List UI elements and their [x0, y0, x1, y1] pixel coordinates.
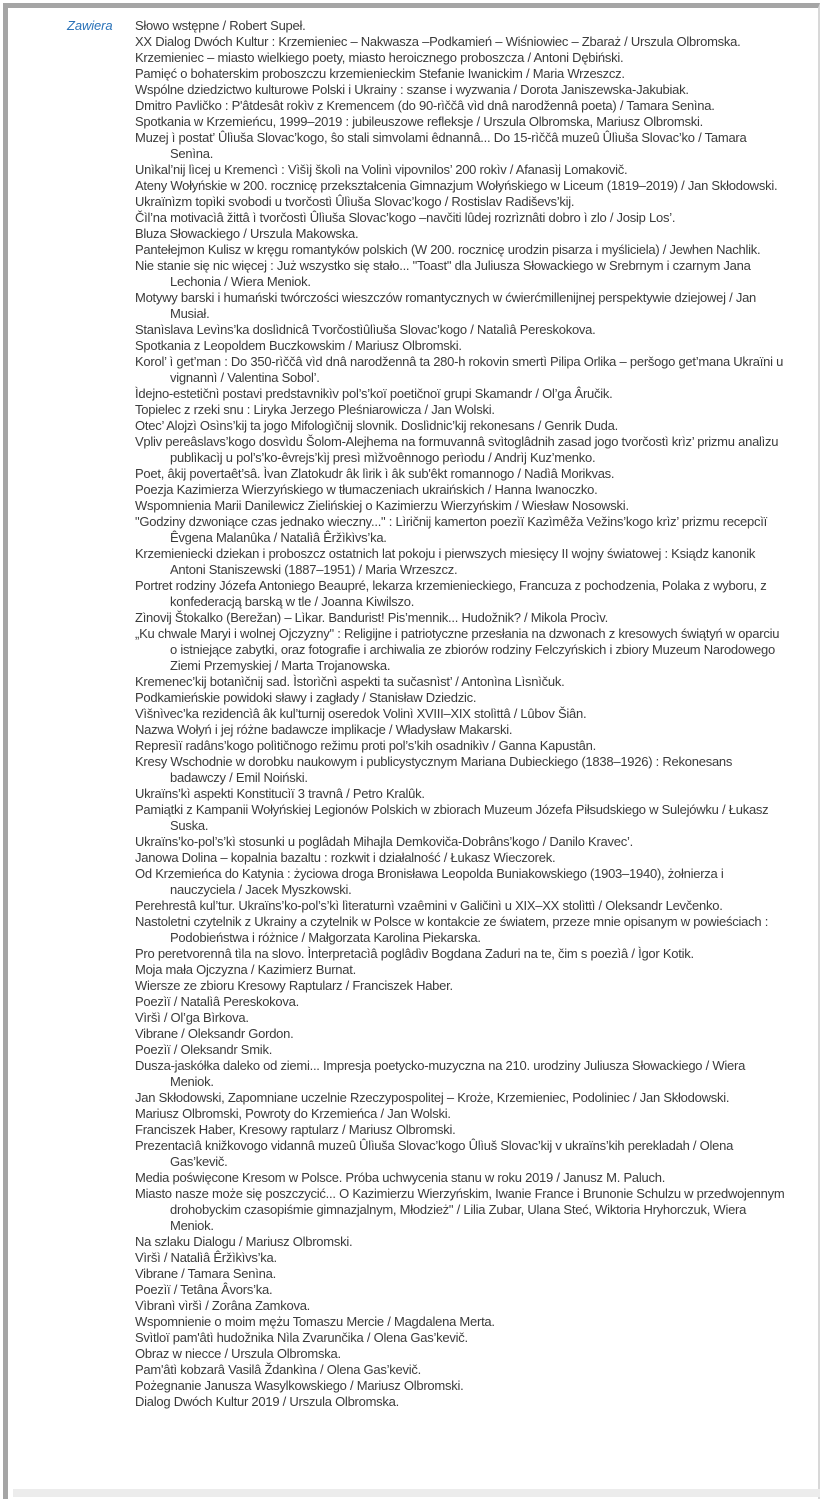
contents-entry: Prezentacìâ knižkovogo vidannâ muzeû Ûlìuša Slovac’kogo Ûlìuš Slovac’kij v ukraïns’kih perekladah / Olena Gas’kevič.: [135, 1138, 734, 1169]
contents-entry: Miasto nasze może się poszczycić... O Kazimierzu Wierzyńskim, Iwanie France i Brunonie Schulzu w przedwojennym drohobyckim czasopiśmie gimnazjalnym, Młodzież" / Lilia Zubar, Ulana Steć, Wiktoria Hryhorczuk, Wiera Meniok.: [135, 1186, 785, 1233]
contents-entry: Poezìï / Tetâna Âvors’ka.: [135, 1282, 273, 1297]
contents-entry: Poezìï / Oleksandr Smik.: [135, 1042, 273, 1057]
contents-entry: Krzemieniec – miasto wielkiego poety, miasto heroicznego proboszcza / Antoni Dębiński.: [135, 50, 624, 65]
bottom-divider: [13, 1489, 820, 1497]
contents-entry: Pożegnanie Janusza Wasylkowskiego / Mariusz Olbromski.: [135, 1378, 464, 1393]
contents-entry: Wspólne dziedzictwo kulturowe Polski i Ukrainy : szanse i wyzwania / Dorota Janiszewska-Jakubiak.: [135, 82, 689, 97]
contents-entry: Vìšnìvec’ka rezidencìâ âk kul’turnij oseredok Volinì XVIII–XIX stolìttâ / Lûbov Šiân.: [135, 706, 587, 721]
contents-entry: Spotkania w Krzemieńcu, 1999–2019 : jubileuszowe refleksje / Urszula Olbromska, Mariusz Olbromski.: [135, 114, 703, 129]
contents-entry: Vìršì / Natalìâ Êržìkìvs’ka.: [135, 1250, 277, 1265]
contents-entry: Čìl’na motivacìâ žittâ ì tvorčostì Ûlìuša Slovac’kogo –navčiti lûdej rozrìznâti dobro ì zlo / Josip Los’.: [135, 210, 676, 225]
contents-entry: Perehrestâ kul’tur. Ukraïns’ko-pol’s’kì lìteraturnì vzaêmini v Galičinì u XIX–XX stolìttì / Oleksandr Levčenko.: [135, 898, 723, 913]
contents-entry: Spotkania z Leopoldem Buczkowskim / Mariusz Olbromski.: [135, 338, 462, 353]
contents-entry: Kremenec’kij botanìčnij sad. Ìstorìčnì aspekti ta sučasnìst’ / Antonìna Lìsnìčuk.: [135, 674, 565, 689]
contents-entry: Dialog Dwóch Kultur 2019 / Urszula Olbromska.: [135, 1394, 400, 1409]
contents-entry: Dusza-jaskółka daleko od ziemi... Impresja poetycko-muzyczna na 210. urodziny Juliusza Słowackiego / Wiera Meniok.: [135, 1058, 746, 1089]
contents-entry: Vìršì / Ol’ga Bìrkova.: [135, 1010, 249, 1025]
contents-entry: Poezìï / Natalìâ Pereskokova.: [135, 994, 300, 1009]
contents-entry: Nastoletni czytelnik z Ukrainy a czytelnik w Polsce w kontakcie ze światem, przeze mnie opisanym w powieściach : Podobieństwa i różnice / Małgorzata Karolina Piekarska.: [135, 914, 769, 945]
contents-entry: Pamiątki z Kampanii Wołyńskiej Legionów Polskich w zbiorach Muzeum Józefa Piłsudskiego w Sulejówku / Łukasz Suska.: [135, 802, 769, 833]
contents-entry: Franciszek Haber, Kresowy raptularz / Mariusz Olbromski.: [135, 1122, 456, 1137]
contents-entry: Słowo wstępne / Robert Supeł.: [135, 18, 306, 33]
contents-entry: Ìdejno-estetičnì postavi predstavnikìv pol’s’koï poetičnoï grupi Skamandr / Ol’ga Âručik.: [135, 386, 613, 401]
contents-entry: Vpliv pereâslavs’kogo dosvìdu Šolom-Alejhema na formuvannâ svìtoglâdnih zasad jogo tvorčostì krìz’ prizmu analìzu publìkacìj u pol’s’ko-êvrejs’kìj presì mìžvoênnogo perìodu / Andrìj Kuz’menko.: [135, 434, 779, 465]
contents-entry: Pro peretvorennâ tìla na slovo. Ìnterpretacìâ poglâdìv Bogdana Zaduri na te, čim s poezìâ / Ìgor Kotik.: [135, 946, 694, 961]
contents-entry: Vibrane / Oleksandr Gordon.: [135, 1026, 294, 1041]
contents-entry: Wiersze ze zbioru Kresowy Raptularz / Franciszek Haber.: [135, 978, 453, 993]
contents-entry: XX Dialog Dwóch Kultur : Krzemieniec – Nakwasza –Podkamień – Wiśniowiec – Zbaraż / Urszula Olbromska.: [135, 34, 741, 49]
contents-entry: Na szlaku Dialogu / Mariusz Olbromski.: [135, 1234, 353, 1249]
contents-entry: Poezja Kazimierza Wierzyńskiego w tłumaczeniach ukraińskich / Hanna Iwanoczko.: [135, 482, 598, 497]
contents-entry: Nazwa Wołyń i jej różne badawcze implikacje / Władysław Makarski.: [135, 722, 513, 737]
record-frame: [3, 3, 820, 1499]
contents-entry: Motywy barski i humański twórczości wieszczów romantycznych w ćwierćmillenijnej perspektywie dziejowej / Jan Musiał.: [135, 290, 757, 321]
contents-entry: Vibrane / Tamara Senìna.: [135, 1266, 276, 1281]
contents-list: [135, 18, 787, 1410]
contents-entry: Ateny Wołyńskie w 200. rocznicę przekształcenia Gimnazjum Wołyńskiego w Liceum (1819–2019) / Jan Skłodowski.: [135, 178, 778, 193]
contents-entry: Svìtloï pam'âtì hudožnika Nìla Zvarunčika / Olena Gas’kevič.: [135, 1330, 468, 1345]
contents-entry: Zìnovij Štokalko (Berežan) – Lìkar. Bandurist! Pis’mennik... Hudožnik? / Mikola Procìv.: [135, 610, 608, 625]
contents-entry: Dmitro Pavličko : P'âtdesât rokìv z Kremencem (do 90-rìččâ vìd dnâ narodžennâ poeta) / Tamara Senìna.: [135, 98, 715, 113]
contents-entry: Bluza Słowackiego / Urszula Makowska.: [135, 226, 359, 241]
contents-entry: Vìbranì vìršì / Zorâna Zamkova.: [135, 1298, 311, 1313]
contents-entry: Mariusz Olbromski, Powroty do Krzemieńca / Jan Wolski.: [135, 1106, 451, 1121]
contents-entry: Pam'âtì kobzarâ Vasilâ Ždankìna / Olena Gas’kevič.: [135, 1362, 421, 1377]
contents-field-row: [8, 8, 818, 1410]
contents-entry: "Godziny dzwoniące czas jednako wieczny..." : Lìričnij kamerton poezìï Kazìmêža Vežins’kogo krìz’ prizmu recepcìï Êvgena Malanûka / Natalìâ Êržìkìvs’ka.: [135, 514, 767, 545]
contents-entry: Podkamieńskie powidoki sławy i zagłady / Stanisław Dziedzic.: [135, 690, 477, 705]
contents-entry: Od Krzemieńca do Katynia : życiowa droga Bronisława Leopolda Buniakowskiego (1903–1940), żołnierza i nauczyciela / Jacek Myszkowski.: [135, 866, 724, 897]
contents-entry: Jan Skłodowski, Zapomniane uczelnie Rzeczypospolitej – Kroże, Krzemieniec, Podoliniec / Jan Skłodowski.: [135, 1090, 730, 1105]
contents-entry: Ukraïnìzm topìki svobodi u tvorčostì Ûlìuša Slovac’kogo / Rostislav Radiševs’kij.: [135, 194, 575, 209]
contents-entry: Ukraïns’ko-pol’s’kì stosunki u poglâdah Mihajla Demkoviča-Dobrâns’kogo / Danilo Kravec’.: [135, 834, 633, 849]
contents-entry: Poet, âkij povertaêt’sâ. Ìvan Zlatokudr âk lìrik ì âk sub'êkt romannogo / Nadìâ Morikvas.: [135, 466, 615, 481]
contents-entry: Moja mała Ojczyzna / Kazimierz Burnat.: [135, 962, 356, 977]
contents-entry: Kresy Wschodnie w dorobku naukowym i publicystycznym Mariana Dubieckiego (1838–1926) : Rekonesans badawczy / Emil Noiński.: [135, 754, 733, 785]
contents-entry: Wspomnienie o moim mężu Tomaszu Mercie / Magdalena Merta.: [135, 1314, 495, 1329]
contents-entry: Korol’ ì get’man : Do 350-rìččâ vìd dnâ narodžennâ ta 280-h rokovin smertì Pilipa Orlika – peršogo get’mana Ukraïni u vignannì / Valentina Sobol’.: [135, 354, 784, 385]
contents-entry: Portret rodziny Józefa Antoniego Beaupré, lekarza krzemienieckiego, Francuza z pochodzenia, Polaka z wyboru, z konfederacją barską w tle / Joanna Kiwilszo.: [135, 578, 767, 609]
contents-entry: Krzemieniecki dziekan i proboszcz ostatnich lat pokoju i pierwszych miesięcy II wojny światowej : Ksiądz kanonik Antoni Staniszewski (1887–1951) / Maria Wrzeszcz.: [135, 546, 756, 577]
contents-entry: Wspomnienia Marii Danilewicz Zielińskiej o Kazimierzu Wierzyńskim / Wiesław Nosowski.: [135, 498, 629, 513]
contents-entry: Ukraïns’kì aspekti Konstitucìï 3 travnâ / Petro Kralûk.: [135, 786, 425, 801]
field-label-zawiera: Zawiera: [67, 18, 113, 33]
contents-entry: Unìkal’nij lìcej u Kremencì : Vìšìj školì na Volinì vipovnilos’ 200 rokìv / Afanasìj Lomakovič.: [135, 162, 628, 177]
contents-entry: Nie stanie się nic więcej : Już wszystko się stało... "Toast" dla Juliusza Słowackiego w Srebrnym i czarnym Jana Lechonia / Wiera Meniok.: [135, 258, 751, 289]
contents-entry: Represìï radâns’kogo polìtičnogo režimu proti pol’s’kih osadnikìv / Ganna Kapustân.: [135, 738, 597, 753]
contents-entry: Stanìslava Levìns’ka doslìdnicâ Tvorčostìûlìuša Slovac’kogo / Natalìâ Pereskokova.: [135, 322, 596, 337]
contents-entry: Pamięć o bohaterskim proboszczu krzemienieckim Stefanie Iwanickim / Maria Wrzeszcz.: [135, 66, 625, 81]
contents-entry: „Ku chwale Maryi i wolnej Ojczyzny" : Religijne i patriotyczne przesłania na dzwonach z kresowych świątyń w oparciu o istniejące zabytki, oraz fotografie i archiwalia ze zbiorów rodziny Felczyńskich i zbiory Muzeum Narodowego Ziemi Przemyskiej / Marta Trojanowska.: [135, 626, 780, 673]
contents-entry: Otec’ Alojzì Osìns’kij ta jogo Mifologìčnij slovnik. Doslìdnic’kij rekonesans / Genrik Duda.: [135, 418, 619, 433]
contents-entry: Topielec z rzeki snu : Liryka Jerzego Pleśniarowicza / Jan Wolski.: [135, 402, 495, 417]
contents-entry: Janowa Dolina – kopalnia bazaltu : rozkwit i działalność / Łukasz Wieczorek.: [135, 850, 556, 865]
contents-entry: Obraz w niecce / Urszula Olbromska.: [135, 1346, 341, 1361]
contents-entry: Media poświęcone Kresom w Polsce. Próba uchwycenia stanu w roku 2019 / Janusz M. Paluch.: [135, 1170, 666, 1185]
contents-entry: Muzej ì postat’ Ûlìuša Slovac’kogo, ŝo stali simvolami êdnannâ... Do 15-rìččâ muzeû Ûlìuša Slovac’ko / Tamara Senìna.: [135, 130, 747, 161]
contents-entry: Pantełejmon Kulisz w kręgu romantyków polskich (W 200. rocznicę urodzin pisarza i myśliciela) / Jewhen Nachlik.: [135, 242, 761, 257]
